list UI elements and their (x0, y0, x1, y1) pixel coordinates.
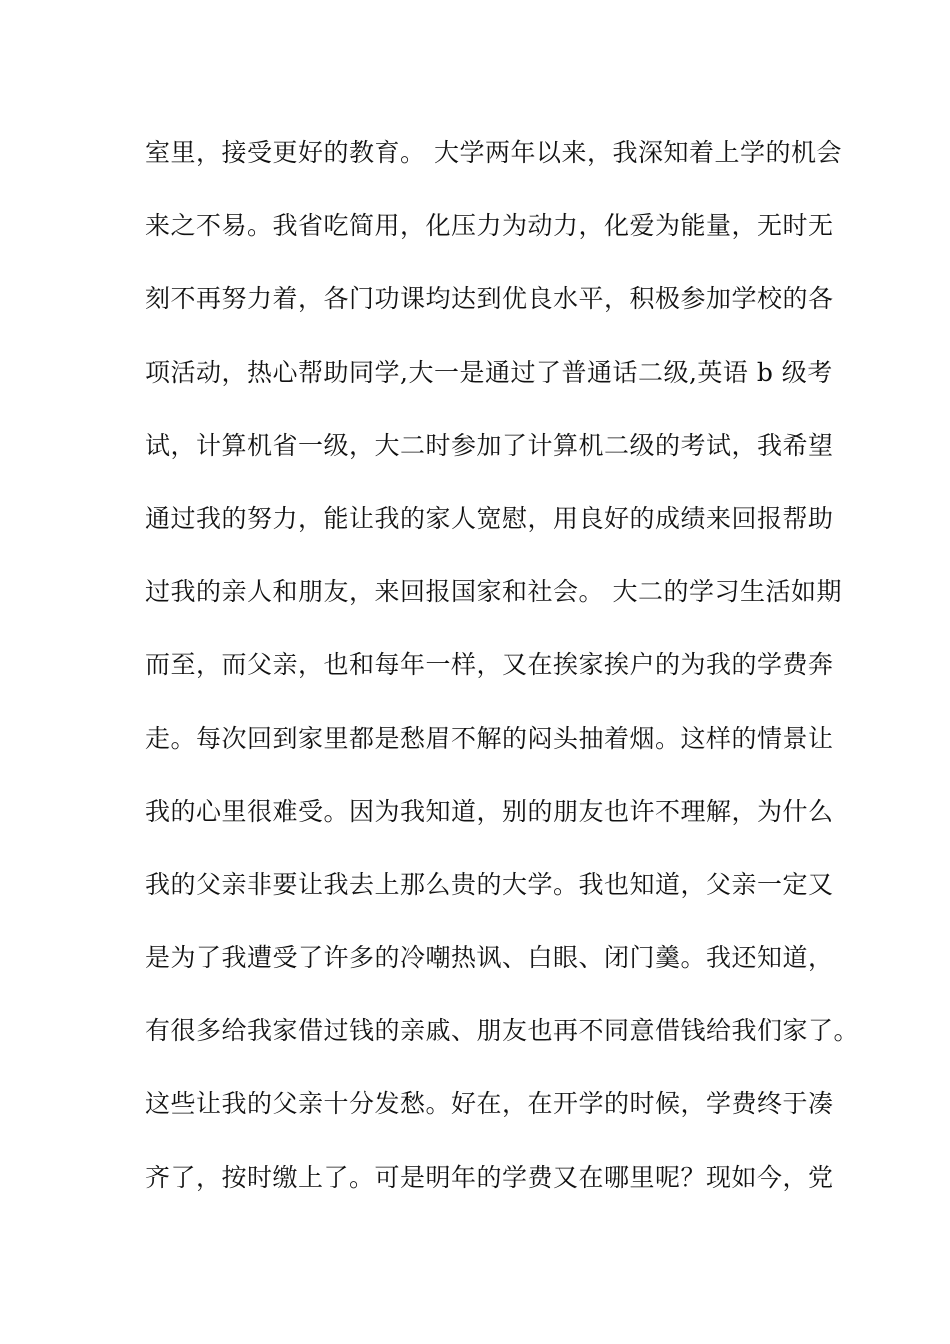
text-line: 走。每次回到家里都是愁眉不解的闷头抽着烟。这样的情景让 (145, 723, 834, 753)
text-line: 齐了，按时缴上了。可是明年的学费又在哪里呢？现如今，党 (145, 1162, 834, 1192)
text-line: 我的父亲非要让我去上那么贵的大学。我也知道，父亲一定又 (145, 869, 834, 899)
body-text (145, 132, 860, 1230)
text-line: 刻不再努力着，各门功课均达到优良水平，积极参加学校的各 (145, 284, 834, 314)
text-line: 过我的亲人和朋友，来回报国家和社会。 大二的学习生活如期 (145, 577, 842, 607)
text-line: 有很多给我家借过钱的亲戚、朋友也再不同意借钱给我们家了。 (145, 1016, 860, 1046)
text-line: 试，计算机省一级，大二时参加了计算机二级的考试，我希望 (145, 430, 834, 460)
text-line: 这些让我的父亲十分发愁。好在，在开学的时候，学费终于凑 (145, 1089, 834, 1119)
text-line: 是为了我遭受了许多的冷嘲热讽、白眼、闭门羹。我还知道， (145, 943, 834, 973)
text-line: 室里，接受更好的教育。 大学两年以来，我深知着上学的机会 (145, 138, 842, 167)
text-line: 通过我的努力，能让我的家人宽慰，用良好的成绩来回报帮助 (145, 503, 834, 533)
text-line: 我的心里很难受。因为我知道，别的朋友也许不理解，为什么 (145, 796, 834, 826)
text-line: 而至，而父亲，也和每年一样，又在挨家挨户的为我的学费奔 (145, 650, 834, 680)
text-line: 项活动，热心帮助同学,大一是通过了普通话二级,英语 b 级考 (145, 357, 833, 387)
text-line: 来之不易。我省吃简用，化压力为动力，化爱为能量，无时无 (145, 211, 834, 241)
